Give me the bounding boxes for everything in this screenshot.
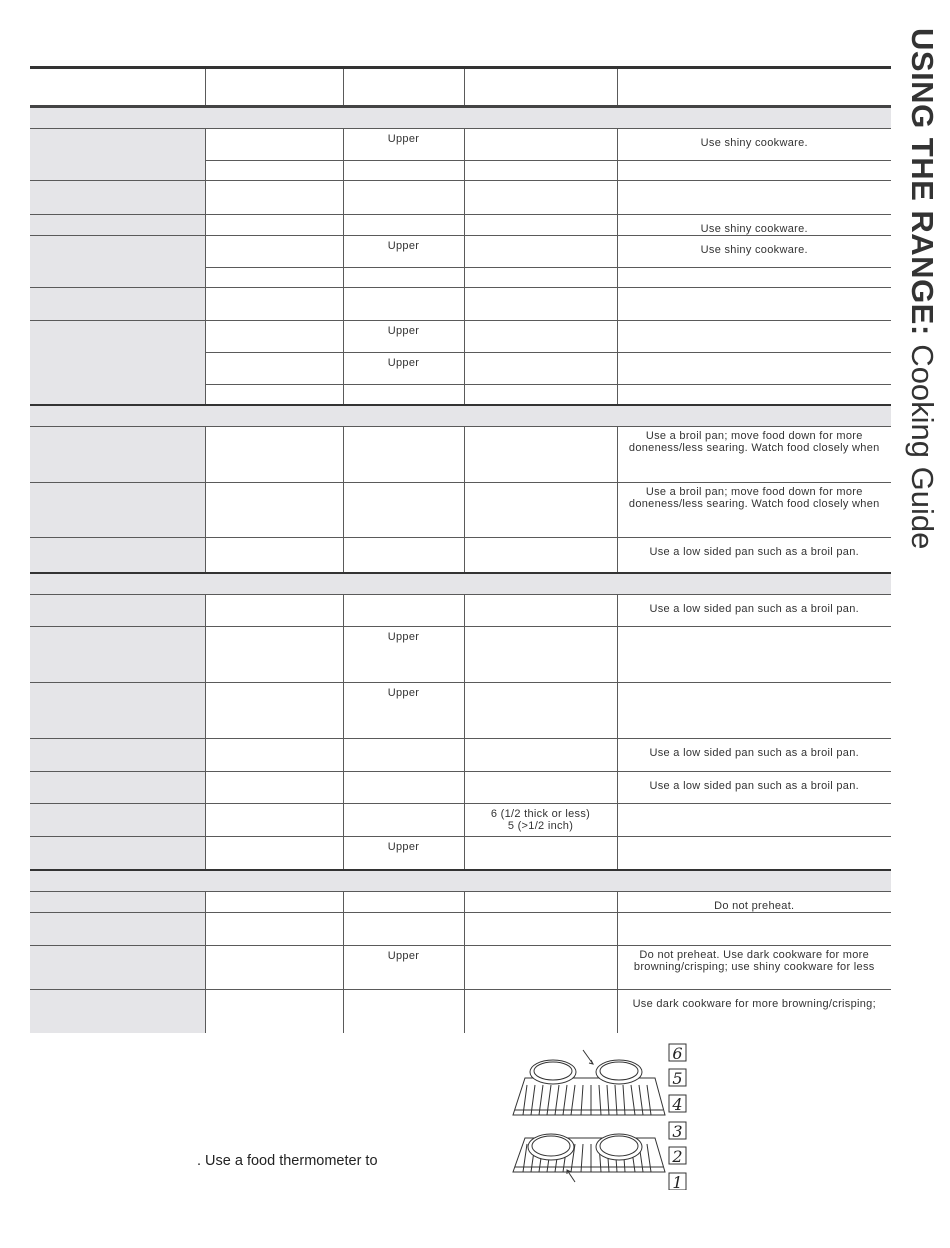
- header-position: [464, 68, 617, 107]
- table-row: [30, 739, 891, 772]
- tips-cell: [617, 913, 891, 946]
- type-cell: [205, 772, 343, 804]
- food-cell: [30, 236, 205, 288]
- table-row: [30, 990, 891, 1034]
- rack-position-cell: [464, 739, 617, 772]
- tips-cell: [617, 181, 891, 215]
- food-cell: [30, 427, 205, 483]
- header-rack: [343, 68, 464, 107]
- rack-cell: [343, 181, 464, 215]
- tips-cell: Use a low sided pan such as a broil pan.: [617, 595, 891, 627]
- food-cell: [30, 129, 205, 181]
- type-cell: [205, 353, 343, 385]
- tips-cell: [617, 627, 891, 683]
- rack-position-cell: [464, 181, 617, 215]
- tips-cell: Use shiny cookware.: [617, 129, 891, 161]
- rack-cell: [343, 385, 464, 406]
- type-cell: [205, 595, 343, 627]
- rack-position-cell: [464, 215, 617, 236]
- type-cell: [205, 129, 343, 161]
- type-cell: [205, 268, 343, 288]
- section-header-row: [30, 573, 891, 595]
- rack-position-cell: [464, 913, 617, 946]
- tips-cell: [617, 837, 891, 871]
- section-header-cell: [30, 870, 891, 892]
- food-cell: [30, 913, 205, 946]
- section-header-cell: [30, 405, 891, 427]
- rack-cell: [343, 483, 464, 538]
- rack-cell: [343, 804, 464, 837]
- food-cell: [30, 837, 205, 871]
- food-cell: [30, 892, 205, 913]
- food-cell: [30, 538, 205, 574]
- table-row: [30, 892, 891, 913]
- type-cell: [205, 483, 343, 538]
- food-cell: [30, 683, 205, 739]
- table-row: [30, 946, 891, 990]
- type-cell: [205, 385, 343, 406]
- rack-position-cell: [464, 321, 617, 353]
- table-header-row: [30, 68, 891, 107]
- tips-cell: Use shiny cookware.: [617, 236, 891, 268]
- food-cell: [30, 804, 205, 837]
- rack-cell: [343, 215, 464, 236]
- tips-cell: Do not preheat. Use dark cookware for more browning/crisping; use shiny cookware for less: [617, 946, 891, 990]
- rack-cell: [343, 595, 464, 627]
- type-cell: [205, 215, 343, 236]
- tips-cell: [617, 683, 891, 739]
- section-header-cell: [30, 107, 891, 129]
- section-header-cell: [30, 573, 891, 595]
- type-cell: [205, 913, 343, 946]
- rack-label-6: 6: [672, 1044, 683, 1063]
- table-row: [30, 427, 891, 483]
- type-cell: [205, 739, 343, 772]
- table-row: [30, 837, 891, 871]
- rack-cell: [343, 161, 464, 181]
- rack-cell: Upper: [343, 946, 464, 990]
- rack-position-cell: [464, 236, 617, 268]
- table-row: [30, 683, 891, 739]
- rack-cell: [343, 288, 464, 321]
- table-row: [30, 215, 891, 236]
- rack-position-cell: [464, 837, 617, 871]
- type-cell: [205, 427, 343, 483]
- section-header-row: [30, 870, 891, 892]
- tips-cell: Use a low sided pan such as a broil pan.: [617, 538, 891, 574]
- food-cell: [30, 772, 205, 804]
- cooking-guide-body: [30, 68, 891, 1034]
- rack-cell: [343, 427, 464, 483]
- table-row: [30, 804, 891, 837]
- food-cell: [30, 990, 205, 1034]
- rack-position-cell: [464, 595, 617, 627]
- rack-cell: Upper: [343, 236, 464, 268]
- food-cell: [30, 288, 205, 321]
- table-row: [30, 627, 891, 683]
- header-tips: [617, 68, 891, 107]
- tips-cell: Use a broil pan; move food down for more doneness/less searing. Watch food closely when: [617, 427, 891, 483]
- food-cell: [30, 627, 205, 683]
- type-cell: [205, 627, 343, 683]
- table-row: [30, 483, 891, 538]
- type-cell: [205, 804, 343, 837]
- section-header-row: [30, 107, 891, 129]
- side-title: [892, 28, 950, 588]
- type-cell: [205, 161, 343, 181]
- rack-position-cell: [464, 683, 617, 739]
- rack-position-cell: [464, 353, 617, 385]
- type-cell: [205, 837, 343, 871]
- tips-cell: Use dark cookware for more browning/crisping;: [632, 998, 876, 1010]
- rack-label-4: 4: [672, 1095, 683, 1114]
- rack-position-cell: 6 (1/2 thick or less) 5 (>1/2 inch): [464, 804, 617, 837]
- tips-cell: Use shiny cookware.: [617, 215, 891, 236]
- thermometer-note: . Use a food thermometer to: [197, 1153, 378, 1169]
- rack-cell: Upper: [343, 353, 464, 385]
- side-title-bold: USING THE RANGE:: [905, 28, 940, 336]
- rack-position-cell: [464, 990, 617, 1034]
- food-cell: [30, 215, 205, 236]
- tips-cell: Do not preheat.: [617, 892, 891, 913]
- tips-cell: [617, 353, 891, 385]
- type-cell: [205, 892, 343, 913]
- rack-position-cell: [464, 772, 617, 804]
- section-header-row: [30, 405, 891, 427]
- rack-cell: Upper: [343, 129, 464, 161]
- table-row: [30, 772, 891, 804]
- type-cell: [205, 990, 343, 1034]
- rack-cell: [343, 892, 464, 913]
- rack-label-1: 1: [672, 1173, 683, 1190]
- tips-cell: Use a broil pan; move food down for more doneness/less searing. Watch food closely when: [617, 483, 891, 538]
- table-row: [30, 595, 891, 627]
- tips-cell: Use a low sided pan such as a broil pan.: [617, 772, 891, 804]
- food-cell: [30, 483, 205, 538]
- tips-cell: [617, 385, 891, 406]
- type-cell: [205, 236, 343, 268]
- cooking-guide-table: [30, 66, 891, 1033]
- tips-cell: [617, 288, 891, 321]
- rack-position-cell: [464, 892, 617, 913]
- rack-cell: Upper: [343, 683, 464, 739]
- food-cell: [30, 321, 205, 406]
- rack-position-cell: [464, 385, 617, 406]
- table-row: [30, 321, 891, 353]
- type-cell: [205, 538, 343, 574]
- food-cell: [30, 739, 205, 772]
- table-row: [30, 538, 891, 574]
- rack-cell: [343, 990, 464, 1034]
- rack-cell: Upper: [343, 627, 464, 683]
- rack-position-cell: [464, 129, 617, 161]
- header-food: [30, 68, 205, 107]
- rack-cell: Upper: [343, 837, 464, 871]
- table-row: [30, 129, 891, 161]
- rack-position-cell: [464, 538, 617, 574]
- rack-cell: [343, 772, 464, 804]
- type-cell: [205, 683, 343, 739]
- food-cell: [30, 181, 205, 215]
- rack-cell: [343, 739, 464, 772]
- tips-cell: [617, 268, 891, 288]
- rack-position-cell: [464, 627, 617, 683]
- rack-label-2: 2: [672, 1147, 683, 1166]
- tips-cell: [617, 804, 891, 837]
- table-row: [30, 913, 891, 946]
- rack-position-cell: [464, 483, 617, 538]
- rack-cell: Upper: [343, 321, 464, 353]
- rack-cell: [343, 913, 464, 946]
- table-row: [30, 288, 891, 321]
- tips-cell: [617, 321, 891, 353]
- table-row: [30, 236, 891, 268]
- type-cell: [205, 288, 343, 321]
- type-cell: [205, 181, 343, 215]
- rack-position-cell: [464, 288, 617, 321]
- table-row: [30, 181, 891, 215]
- rack-position-cell: [464, 268, 617, 288]
- tips-cell: [617, 161, 891, 181]
- food-cell: [30, 946, 205, 990]
- rack-label-5: 5: [672, 1069, 683, 1088]
- type-cell: [205, 946, 343, 990]
- rack-position-cell: [464, 161, 617, 181]
- tips-cell: Use a low sided pan such as a broil pan.: [617, 739, 891, 772]
- rack-cell: [343, 538, 464, 574]
- header-type: [205, 68, 343, 107]
- rack-label-3: 3: [672, 1122, 683, 1141]
- side-title-light: Cooking Guide: [905, 335, 940, 550]
- rack-position-cell: [464, 946, 617, 990]
- oven-rack-diagram: [505, 1040, 695, 1190]
- food-cell: [30, 595, 205, 627]
- rack-position-cell: [464, 427, 617, 483]
- type-cell: [205, 321, 343, 353]
- rack-cell: [343, 268, 464, 288]
